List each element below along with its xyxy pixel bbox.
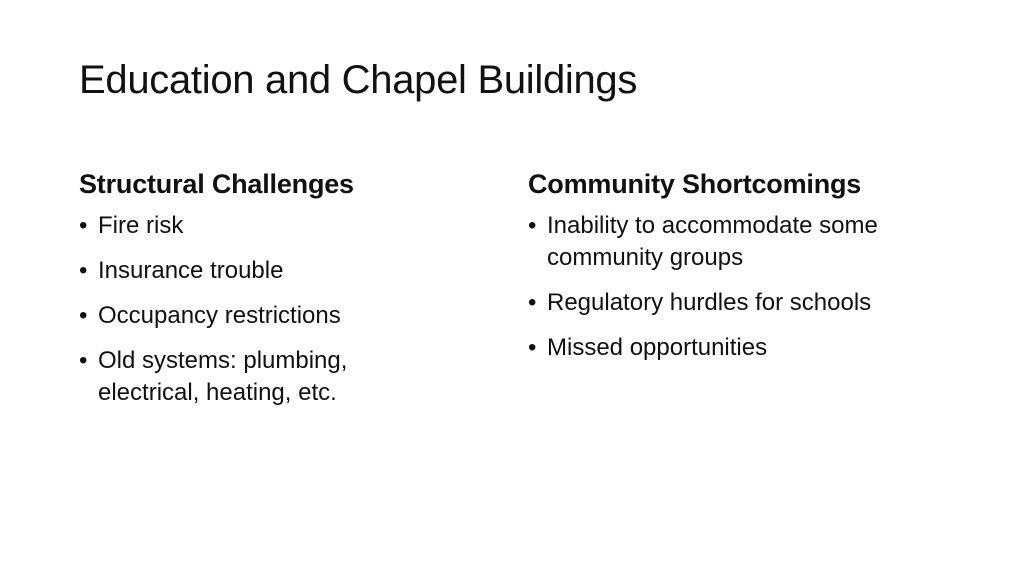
left-column: [79, 168, 499, 422]
list-item: [79, 210, 499, 242]
bullet-icon: •: [528, 334, 537, 362]
bullet-icon: •: [528, 289, 537, 317]
bullet-text: Insurance trouble: [98, 257, 284, 285]
list-item: [528, 287, 998, 319]
bullet-text: Missed opportunities: [547, 334, 768, 362]
bullet-text: Old systems: plumbing, electrical, heating, etc.: [98, 347, 348, 407]
bullet-text: Regulatory hurdles for schools: [547, 289, 872, 317]
bullet-text: Occupancy restrictions: [98, 302, 341, 330]
bullet-icon: •: [79, 257, 88, 285]
list-item: [79, 300, 499, 332]
list-item: [79, 255, 499, 287]
list-item: [528, 210, 897, 274]
left-column-heading: Structural Challenges: [79, 169, 354, 199]
right-column-heading: Community Shortcomings: [528, 169, 862, 199]
list-item: [79, 345, 428, 409]
bullet-icon: •: [79, 347, 88, 375]
left-bullet-list: [79, 210, 499, 409]
right-column: [528, 168, 998, 377]
bullet-text: Inability to accommodate some community groups: [547, 212, 878, 272]
list-item: [528, 332, 998, 364]
bullet-icon: •: [79, 212, 88, 240]
right-bullet-list: [528, 210, 998, 364]
bullet-icon: •: [528, 212, 537, 240]
bullet-icon: •: [79, 302, 88, 330]
bullet-text: Fire risk: [98, 212, 184, 240]
slide-title: Education and Chapel Buildings: [79, 58, 638, 102]
